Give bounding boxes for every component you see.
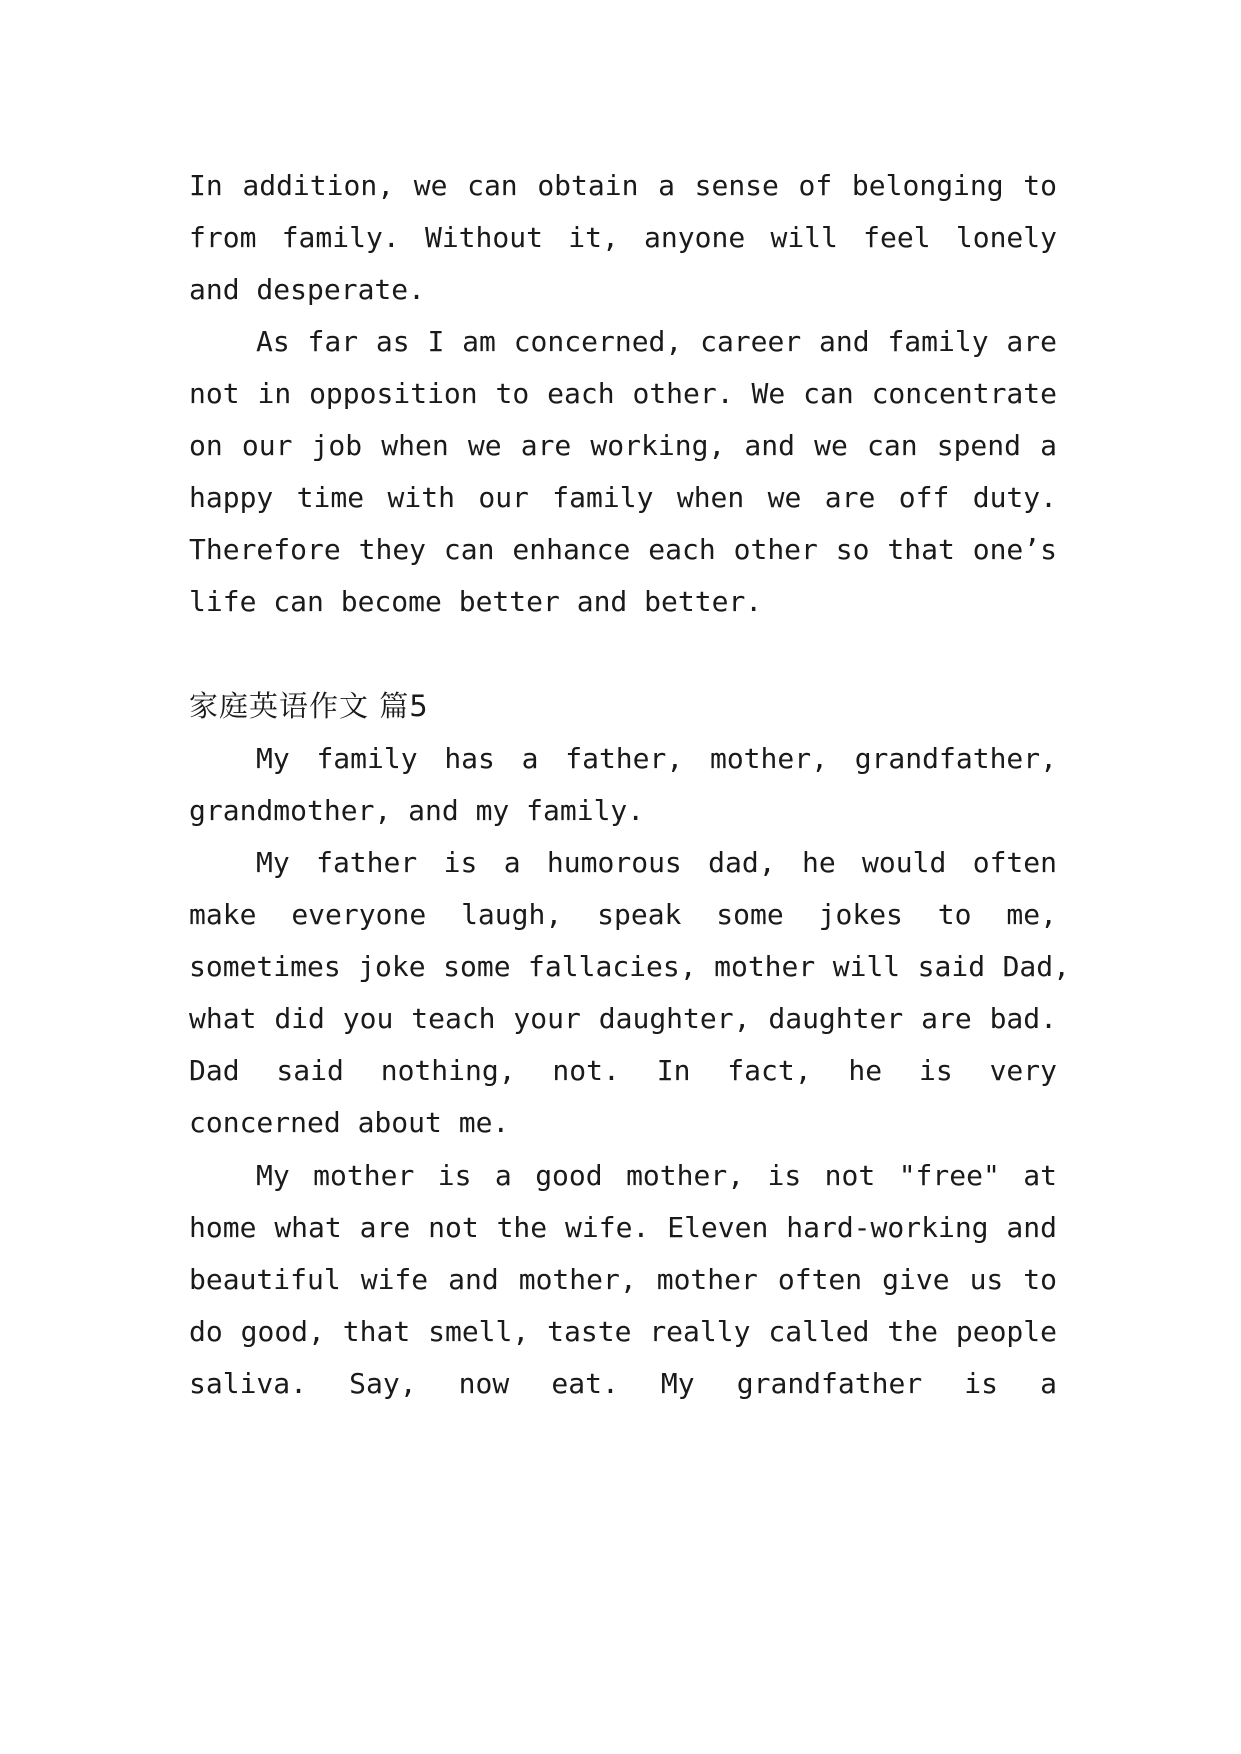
paragraph-4-line-1: My father is a humorous dad, he would often bbox=[256, 846, 1057, 879]
paragraph-1-line-3: and desperate. bbox=[189, 273, 426, 306]
paragraph-5-line-2: home what are not the wife. Eleven hard-working and bbox=[189, 1211, 1057, 1244]
paragraph-4-line-6: concerned about me. bbox=[189, 1106, 510, 1139]
paragraph-2-line-2: not in opposition to each other. We can concentrate bbox=[189, 377, 1057, 410]
paragraph-4-line-3: sometimes joke some fallacies, mother will said Dad, bbox=[189, 950, 1070, 983]
paragraph-2-line-5: Therefore they can enhance each other so that one’s bbox=[189, 533, 1057, 566]
paragraph-2-line-1: As far as I am concerned, career and family are bbox=[256, 325, 1057, 358]
paragraph-1-line-2: from family. Without it, anyone will feel lonely bbox=[189, 221, 1057, 254]
paragraph-4-line-5: Dad said nothing, not. In fact, he is very bbox=[189, 1054, 1057, 1087]
paragraph-3-line-1: My family has a father, mother, grandfather, bbox=[256, 742, 1057, 775]
paragraph-5-line-1: My mother is a good mother, is not "free" at bbox=[256, 1159, 1057, 1192]
section-heading: 家庭英语作文 篇5 bbox=[189, 689, 429, 723]
paragraph-5-line-3: beautiful wife and mother, mother often give us to bbox=[189, 1263, 1057, 1296]
paragraph-2-line-3: on our job when we are working, and we can spend a bbox=[189, 429, 1057, 462]
paragraph-4-line-2: make everyone laugh, speak some jokes to me, bbox=[189, 898, 1057, 931]
paragraph-1-line-1: In addition, we can obtain a sense of belonging to bbox=[189, 169, 1057, 202]
paragraph-3-line-2: grandmother, and my family. bbox=[189, 794, 645, 827]
paragraph-2-line-4: happy time with our family when we are off duty. bbox=[189, 481, 1057, 514]
paragraph-5-line-5: saliva. Say, now eat. My grandfather is a bbox=[189, 1367, 1057, 1400]
paragraph-2-line-6: life can become better and better. bbox=[189, 585, 763, 618]
paragraph-5-line-4: do good, that smell, taste really called the people bbox=[189, 1315, 1057, 1348]
paragraph-4-line-4: what did you teach your daughter, daughter are bad. bbox=[189, 1002, 1057, 1035]
